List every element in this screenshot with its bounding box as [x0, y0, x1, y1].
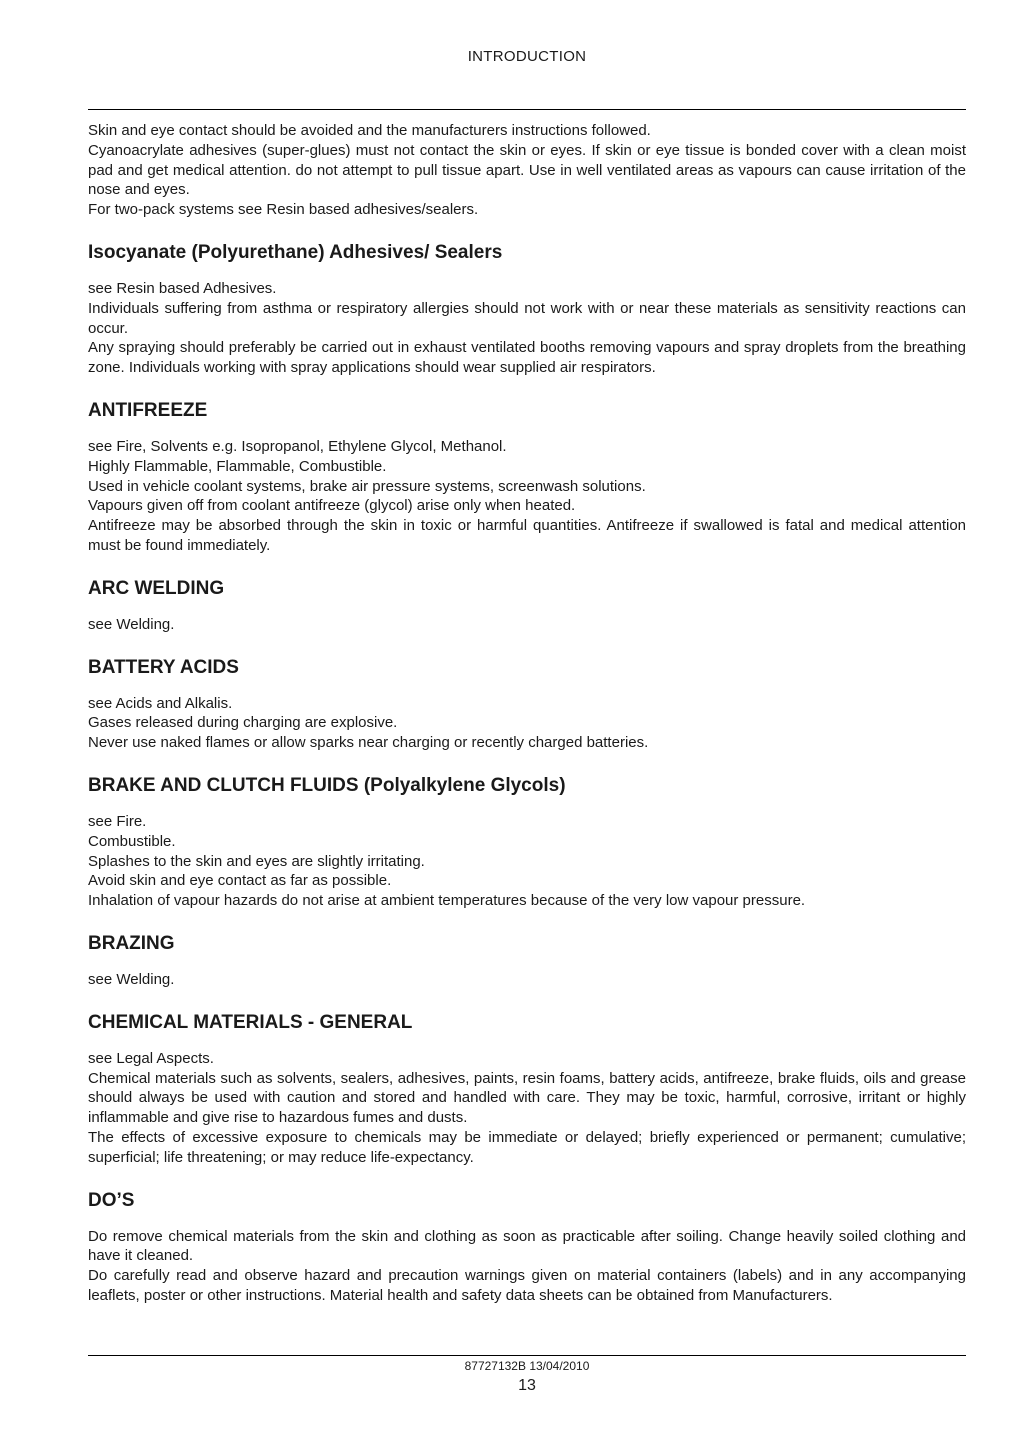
section-isocyanate-adhesives — [88, 242, 966, 378]
paragraph: Individuals suffering from asthma or respiratory allergies should not work with or near these materials as sensitivity reactions can occur. — [88, 299, 966, 337]
section-brazing — [88, 933, 966, 990]
paragraph: The effects of excessive exposure to chemicals may be immediate or delayed; briefly experienced or permanent; cumulative; superficial; life threatening; or may reduce life-expectancy. — [88, 1128, 966, 1166]
paragraph: see Fire, Solvents e.g. Isopropanol, Ethylene Glycol, Methanol. — [88, 437, 507, 455]
paragraph: see Resin based Adhesives. — [88, 279, 277, 297]
paragraph: Never use naked flames or allow sparks near charging or recently charged batteries. — [88, 734, 649, 752]
paragraph: Do carefully read and observe hazard and precaution warnings given on material containers (labels) and in any accompanying leaflets, poster or other instructions. Material health and safety data sheets can be obtained from Manufacturers. — [88, 1267, 966, 1304]
paragraph: Inhalation of vapour hazards do not arise at ambient temperatures because of the very low vapour pressure. — [88, 892, 806, 910]
paragraph: Skin and eye contact should be avoided and the manufacturers instructions followed. — [88, 122, 651, 139]
paragraph: see Acids and Alkalis. — [88, 694, 233, 712]
section-heading: CHEMICAL MATERIALS - GENERAL — [88, 1011, 413, 1033]
section-chemical-materials-general — [88, 1012, 966, 1168]
paragraph: Highly Flammable, Flammable, Combustible. — [88, 457, 387, 475]
paragraph: Vapours given off from coolant antifreeze (glycol) arise only when heated. — [88, 497, 576, 515]
section-heading: DO’S — [88, 1189, 135, 1211]
paragraph: see Legal Aspects. — [88, 1049, 214, 1067]
section-brake-clutch-fluids — [88, 775, 966, 911]
footer-divider — [88, 1355, 966, 1356]
section-heading: BRAZING — [88, 932, 175, 954]
paragraph: Any spraying should preferably be carried out in exhaust ventilated booths removing vapours and spray droplets from the breathing zone. Individuals working with spray applications should wear supplied air respirators. — [88, 339, 966, 377]
paragraph: Do remove chemical materials from the skin and clothing as soon as practicable after soiling. Change heavily soiled clothing and have it cleaned. — [88, 1227, 966, 1265]
paragraph: see Welding. — [88, 970, 175, 988]
section-heading: BATTERY ACIDS — [88, 656, 239, 678]
section-heading: ARC WELDING — [88, 577, 225, 599]
section-heading: BRAKE AND CLUTCH FLUIDS (Polyalkylene Glycols) — [88, 774, 566, 796]
section-antifreeze — [88, 400, 966, 556]
section-heading: Isocyanate (Polyurethane) Adhesives/ Sealers — [88, 241, 503, 263]
paragraph: Splashes to the skin and eyes are slightly irritating. — [88, 852, 425, 870]
paragraph: Chemical materials such as solvents, sealers, adhesives, paints, resin foams, battery acids, antifreeze, brake fluids, oils and grease should always be used with caution and stored and handled with care. They may be toxic, harmful, corrosive, irritant or highly inflammable and give rise to hazardous fumes and dusts. — [88, 1069, 966, 1127]
paragraph: see Fire. — [88, 812, 147, 830]
page-content — [88, 121, 966, 1306]
document-code: 87727132B 13/04/2010 — [464, 1359, 590, 1373]
paragraph: Avoid skin and eye contact as far as possible. — [88, 872, 392, 890]
section-arc-welding — [88, 578, 966, 635]
paragraph: Combustible. — [88, 832, 176, 850]
page-header-title: INTRODUCTION — [467, 48, 587, 65]
section-heading: ANTIFREEZE — [88, 399, 208, 421]
paragraph: Cyanoacrylate adhesives (super-glues) must not contact the skin or eyes. If skin or eye tissue is bonded cover with a clean moist pad and get medical attention. do not attempt to pull tissue apart. Use in well ventilated areas as vapours can cause irritation of the nose and eyes. — [88, 141, 966, 199]
intro-section — [88, 121, 966, 220]
paragraph: see Welding. — [88, 615, 175, 633]
section-battery-acids — [88, 657, 966, 753]
paragraph: Antifreeze may be absorbed through the skin in toxic or harmful quantities. Antifreeze if swallowed is fatal and medical attention must be found immediately. — [88, 517, 966, 554]
paragraph: Gases released during charging are explosive. — [88, 714, 398, 732]
section-dos — [88, 1190, 966, 1306]
page-number: 13 — [518, 1377, 536, 1394]
paragraph: For two-pack systems see Resin based adhesives/sealers. — [88, 201, 479, 219]
header-divider — [88, 109, 966, 110]
paragraph: Used in vehicle coolant systems, brake air pressure systems, screenwash solutions. — [88, 477, 646, 495]
